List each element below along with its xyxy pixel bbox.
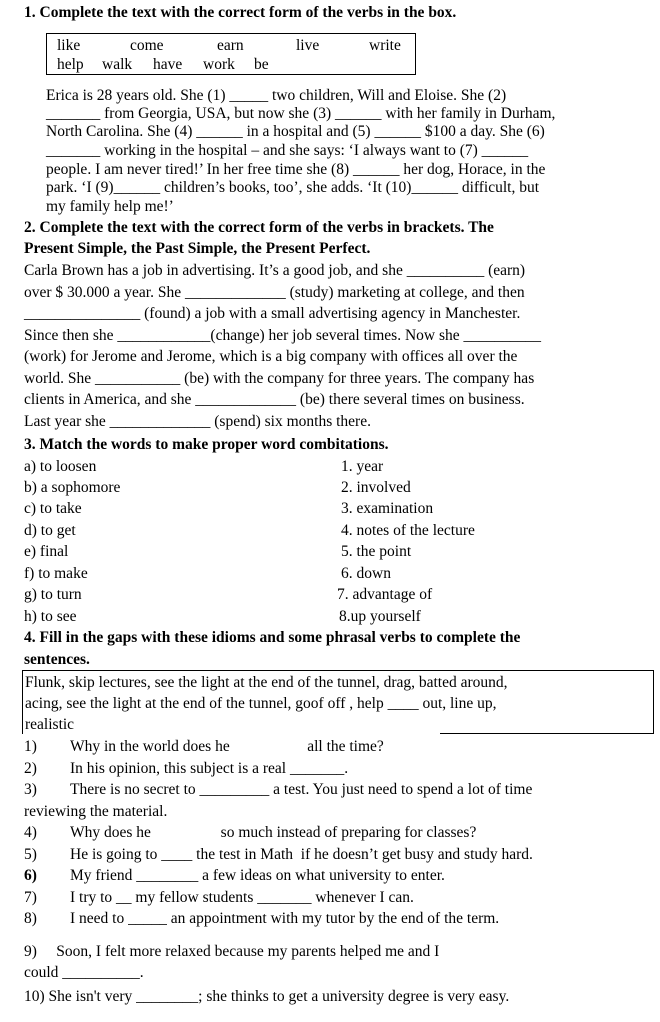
ex1-line-4: _______ working in the hospital – and she says: ‘I always want to (7) ______ [46,142,529,159]
sentence-6 [24,865,650,886]
match-right-5: 5. the point [341,543,412,560]
sentence-4 [24,822,650,843]
match-left-e: e) final [24,543,69,560]
sentence-number: 4) [24,824,37,841]
ex2-line-1: Carla Brown has a job in advertising. It’s a good job, and she __________ (earn) [24,262,526,279]
exercise-4-subtitle: sentences. [24,651,90,668]
match-row [0,498,640,519]
exercise-2-title: 2. Complete the text with the correct form of the verbs in brackets. The [24,219,494,236]
ex2-line-4: Since then she ____________(change) her job several times. Now she __________ [24,327,541,344]
sentence-number: 3) [24,781,37,798]
exercise-4-title: 4. Fill in the gaps with these idioms and some phrasal verbs to complete the [24,629,521,646]
sentence-text: I need to _____ an appointment with my tutor by the end of the term. [70,910,500,927]
sentence-number: 1) [24,738,37,755]
sentence-text: Why does he so much instead of preparing for classes? [70,824,477,841]
sentence-10: 10) She isn't very ________; she thinks to get a university degree is very easy. [24,988,510,1005]
exercise-2-subtitle: Present Simple, the Past Simple, the Present Perfect. [24,240,371,257]
sentence-9-continued: could __________. [24,964,144,981]
match-left-f: f) to make [24,565,88,582]
sentence-text: In his opinion, this subject is a real _______. [70,760,349,777]
sentence-text: My friend ________ a few ideas on what university to enter. [70,867,445,884]
idioms-box [22,670,654,734]
ex1-line-2: _______ from Georgia, USA, but now she (3) ______ with her family in Durham, [46,105,556,122]
sentence-text: reviewing the material. [24,803,168,820]
idioms-line-2: acing, see the light at the end of the tunnel, goof off , help ____ out, line up, [25,695,497,712]
verb-like: like [57,37,81,54]
sentence-1 [24,736,650,757]
sentence-number: 2) [24,760,37,777]
match-left-b: b) a sophomore [24,479,121,496]
idioms-box-bottom-border [440,733,654,734]
sentence-number: 7) [24,889,37,906]
verb-come: come [130,37,164,54]
match-row [0,520,640,541]
idioms-line-1: Flunk, skip lectures, see the light at the end of the tunnel, drag, batted around, [25,674,508,691]
sentence-text: There is no secret to _________ a test. You just need to spend a lot of time [70,781,533,798]
verb-write: write [369,37,401,54]
match-left-d: d) to get [24,522,76,539]
verb-walk: walk [102,56,133,73]
verb-work: work [203,56,235,73]
sentence-7 [24,887,650,908]
sentence-8 [24,908,650,929]
verb-live: live [296,37,320,54]
match-row [0,541,640,562]
verb-help: help [57,56,84,73]
match-right-3: 3. examination [341,500,434,517]
sentence-number: 6) [24,867,37,884]
match-row [0,477,640,498]
match-row [0,584,640,605]
verb-box [46,33,416,75]
ex2-line-5: (work) for Jerome and Jerome, which is a big company with offices all over the [24,348,518,365]
sentence-number: 8) [24,910,37,927]
sentence-text: Why in the world does he all the time? [70,738,384,755]
match-right-7: 7. advantage of [337,586,433,603]
match-right-2: 2. involved [341,479,411,496]
ex2-line-8: Last year she _____________ (spend) six months there. [24,413,371,430]
sentence-text: I try to __ my fellow students _______ whenever I can. [70,889,414,906]
sentence-9: 9) Soon, I felt more relaxed because my parents helped me and I [24,943,440,960]
match-row [0,563,640,584]
match-row [0,606,640,627]
match-right-8: 8.up yourself [339,608,421,625]
sentence-2 [24,758,650,779]
match-right-1: 1. year [341,458,384,475]
exercise-1-title: 1. Complete the text with the correct form of the verbs in the box. [24,4,457,21]
ex2-line-6: world. She ___________ (be) with the company for three years. The company has [24,370,535,387]
verb-earn: earn [217,37,244,54]
match-left-h: h) to see [24,608,77,625]
sentence-number: 5) [24,846,37,863]
ex2-line-3: _______________ (found) a job with a small advertising agency in Manchester. [24,305,521,322]
match-left-a: a) to loosen [24,458,97,475]
verb-be: be [254,56,269,73]
ex2-line-7: clients in America, and she _____________ (be) there several times on business. [24,391,525,408]
match-right-6: 6. down [341,565,391,582]
exercise-3-title: 3. Match the words to make proper word combitations. [24,436,389,453]
verb-have: have [153,56,183,73]
ex1-line-6: park. ‘I (9)______ children’s books, too’, she adds. ‘It (10)______ difficult, but [46,179,540,196]
ex1-line-5: people. I am never tired!’ In her free time she (8) ______ her dog, Horace, in the [46,161,546,178]
sentence-text: He is going to ____ the test in Math if he doesn’t get busy and study hard. [70,846,533,863]
sentence-5 [24,844,650,865]
match-left-c: c) to take [24,500,82,517]
ex1-line-7: my family help me!’ [46,198,174,215]
ex1-line-3: North Carolina. She (4) ______ in a hospital and (5) ______ $100 a day. She (6) [46,123,545,140]
match-left-g: g) to turn [24,586,82,603]
sentence-3 [24,779,650,800]
idioms-line-3: realistic [25,716,75,733]
ex1-line-1: Erica is 28 years old. She (1) _____ two children, Will and Eloise. She (2) [46,87,507,104]
match-row [0,456,640,477]
sentence-3-continued [24,801,650,822]
match-right-4: 4. notes of the lecture [341,522,475,539]
ex2-line-2: over $ 30.000 a year. She _____________ (study) marketing at college, and then [24,284,525,301]
